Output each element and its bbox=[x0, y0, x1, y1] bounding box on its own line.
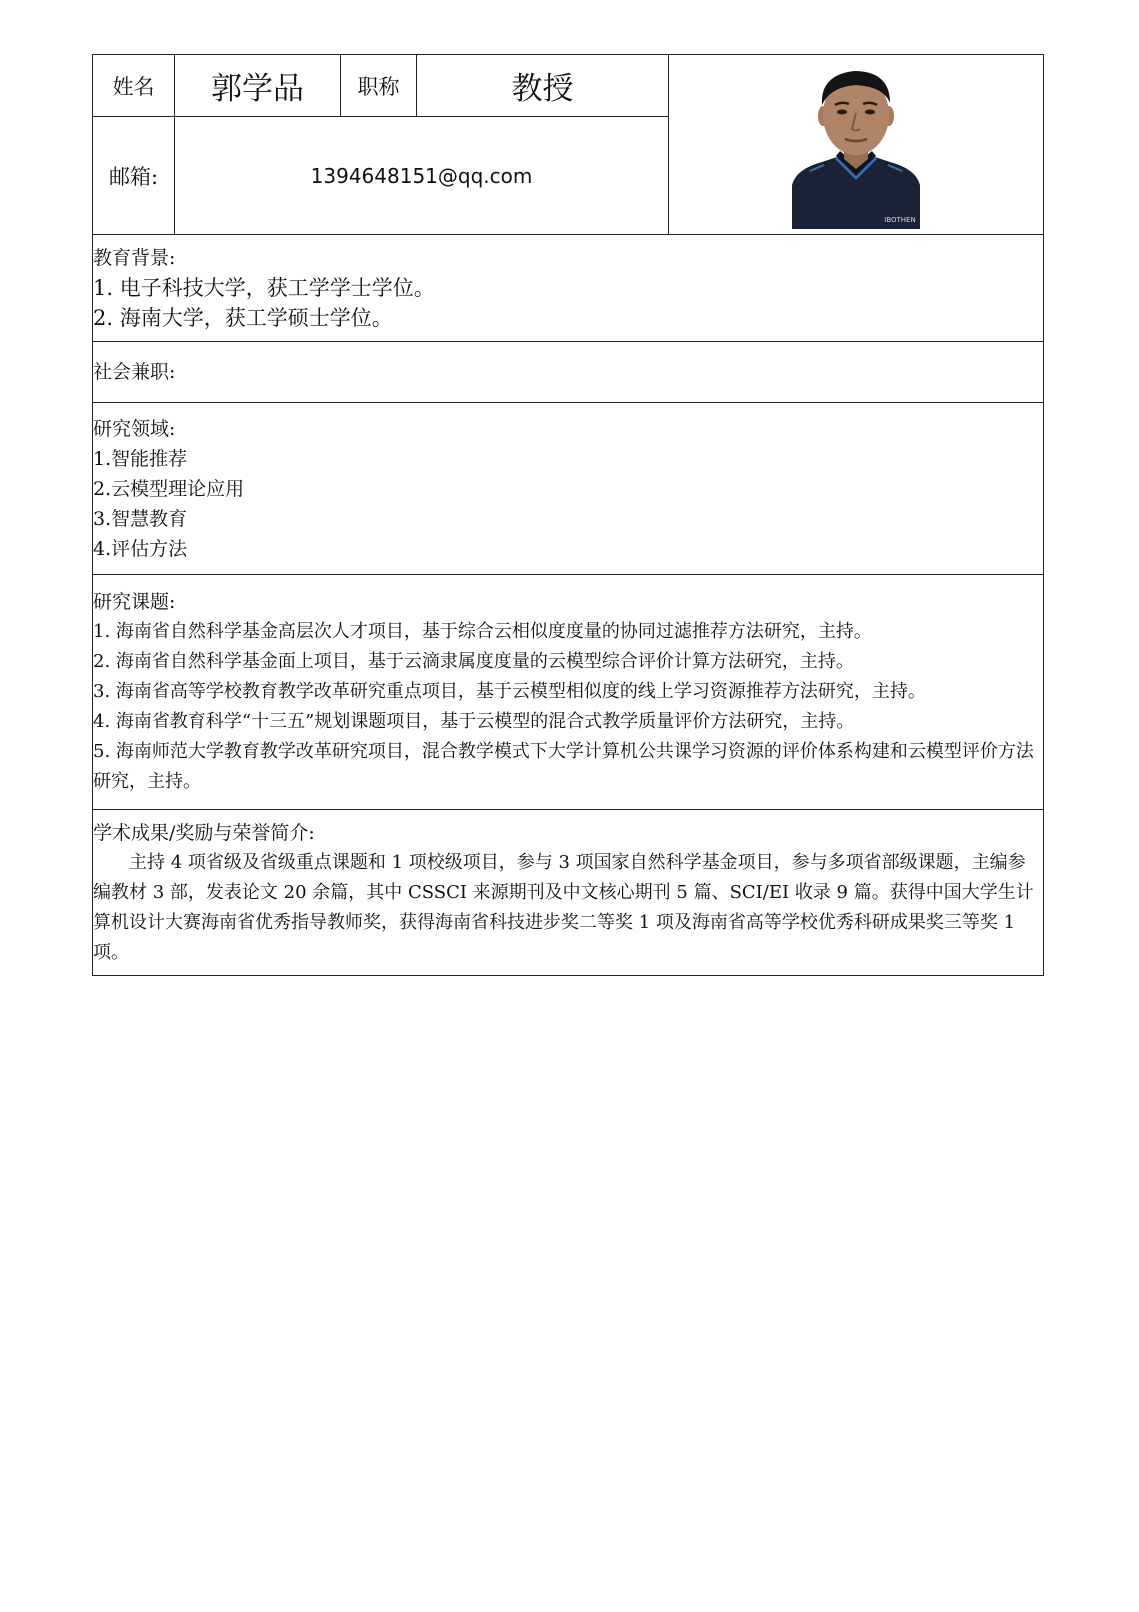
achievements-section bbox=[93, 810, 1044, 976]
title-label: 职称 bbox=[341, 55, 417, 117]
education-item: 2. 海南大学，获工学硕士学位。 bbox=[93, 306, 393, 330]
name-value: 郭学品 bbox=[175, 55, 341, 117]
project-item: 5. 海南师范大学教育教学改革研究项目，混合教学模式下大学计算机公共课学习资源的评价体系构建和云模型评价方法研究，主持。 bbox=[93, 741, 1034, 792]
projects-title: 研究课题: bbox=[93, 591, 176, 613]
research-field-item: 2.云模型理论应用 bbox=[93, 477, 245, 500]
email-value: 1394648151@qq.com bbox=[175, 117, 669, 235]
social-section bbox=[93, 342, 1044, 403]
research-fields-section bbox=[93, 403, 1044, 575]
profile-table bbox=[92, 54, 1044, 976]
project-item: 3. 海南省高等学校教育教学改革研究重点项目，基于云模型相似度的线上学习资源推荐方法研究，主持。 bbox=[93, 681, 926, 702]
project-item: 1. 海南省自然科学基金高层次人才项目，基于综合云相似度度量的协同过滤推荐方法研究，主持。 bbox=[93, 621, 872, 642]
achievements-title: 学术成果/奖励与荣誉简介: bbox=[93, 821, 315, 844]
achievements-paragraph: 主持 4 项省级及省级重点课题和 1 项校级项目，参与 3 项国家自然科学基金项目，参与多项省部级课题，主编参编教材 3 部，发表论文 20 余篇，其中 CSSCI 来源期刊及中文核心期刊 5 篇、SCI/EI 收录 9 篇。获得中国大学生计算机设计大赛海南省优秀指导教师奖，获得海南省科技进步奖二等奖 1 项及海南省高等学校优秀科研成果奖三等奖 1 项。 bbox=[93, 851, 1034, 963]
social-title: 社会兼职: bbox=[93, 361, 176, 383]
project-item: 2. 海南省自然科学基金面上项目，基于云滴隶属度度量的云模型综合评价计算方法研究，主持。 bbox=[93, 651, 854, 672]
project-item: 4. 海南省教育科学“十三五”规划课题项目，基于云模型的混合式教学质量评价方法研究，主持。 bbox=[93, 711, 855, 732]
projects-section bbox=[93, 575, 1044, 810]
education-title: 教育背景: bbox=[93, 247, 176, 269]
email-label: 邮箱: bbox=[93, 117, 175, 235]
photo-cell bbox=[669, 55, 1044, 235]
profile-sheet bbox=[92, 54, 1043, 976]
name-label: 姓名 bbox=[93, 55, 175, 117]
education-section bbox=[93, 235, 1044, 342]
research-fields-title: 研究领域: bbox=[93, 417, 176, 440]
education-item: 1. 电子科技大学，获工学学士学位。 bbox=[93, 276, 435, 300]
portrait-photo bbox=[792, 61, 920, 229]
shirt-logo: IBOTHEN bbox=[884, 215, 916, 224]
title-value: 教授 bbox=[417, 55, 669, 117]
research-field-item: 3.智慧教育 bbox=[93, 507, 188, 530]
research-field-item: 4.评估方法 bbox=[93, 537, 188, 560]
research-field-item: 1.智能推荐 bbox=[93, 447, 188, 470]
